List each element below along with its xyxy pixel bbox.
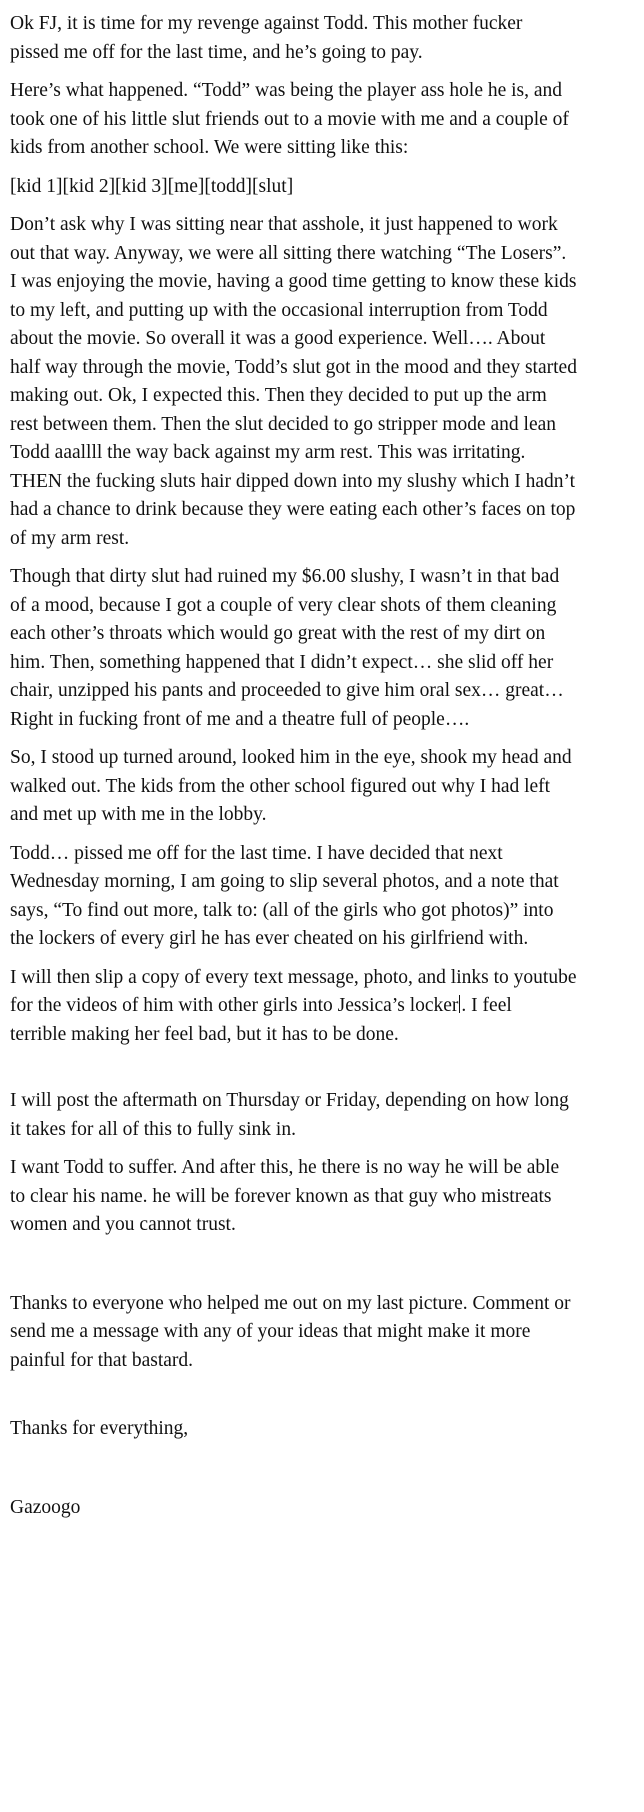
paragraph-plan bbox=[10, 840, 634, 954]
paragraph-aftermath bbox=[10, 1087, 634, 1144]
text-line: half way through the movie, Todd’s slut got in the mood and they started bbox=[10, 356, 577, 378]
text-line: of a mood, because I got a couple of very clear shots of them cleaning bbox=[10, 594, 557, 616]
text-line: Right in fucking front of me and a theatre full of people…. bbox=[10, 708, 470, 730]
paragraph-thanks-closing bbox=[10, 1415, 634, 1444]
paragraph-suffer bbox=[10, 1154, 634, 1240]
text-line: and met up with me in the lobby. bbox=[10, 804, 267, 825]
text-line: walked out. The kids from the other school figured out why I had left bbox=[10, 775, 551, 797]
text-line: Here’s what happened. “Todd” was being the player ass hole he is, and bbox=[10, 80, 563, 101]
text-line: Ok FJ, it is time for my revenge against Todd. This mother fucker bbox=[10, 13, 523, 34]
text-line: to clear his name. he will be forever known as that guy who mistreats bbox=[10, 1185, 552, 1207]
text-line: painful for that bastard. bbox=[10, 1349, 194, 1371]
text-line: about the movie. So overall it was a good experience. Well…. About bbox=[10, 328, 546, 349]
signature bbox=[10, 1494, 634, 1523]
text-segment: . I feel bbox=[461, 995, 512, 1016]
text-line: it takes for all of this to fully sink in. bbox=[10, 1118, 296, 1140]
paragraph-movie bbox=[10, 211, 634, 553]
text-line: chair, unzipped his pants and proceeded to give him oral sex… great… bbox=[10, 680, 564, 701]
text-line: says, “To find out more, talk to: (all of the girls who got photos)” into bbox=[10, 899, 554, 921]
paragraph-jessica bbox=[10, 964, 634, 1050]
text-line: to my left, and putting up with the occasional interruption from Todd bbox=[10, 299, 548, 321]
blank-space bbox=[10, 1454, 634, 1494]
text-line: making out. Ok, I expected this. Then they decided to put up the arm bbox=[10, 385, 547, 406]
blank-space bbox=[10, 1059, 634, 1087]
text-line: Todd… pissed me off for the last time. I have decided that next bbox=[10, 842, 503, 864]
paragraph-seating bbox=[10, 173, 634, 202]
text-line: I will post the aftermath on Thursday or Friday, depending on how long bbox=[10, 1090, 569, 1111]
text-line: the lockers of every girl he has ever cheated on his girlfriend with. bbox=[10, 928, 529, 949]
text-line: him. Then, something happened that I didn’t expect… she slid off her bbox=[10, 651, 554, 673]
signature-name: Gazoogo bbox=[10, 1496, 81, 1518]
paragraph-walked-out bbox=[10, 744, 634, 830]
paragraph-slushy bbox=[10, 563, 634, 734]
text-line: Wednesday morning, I am going to slip several photos, and a note that bbox=[10, 871, 559, 892]
text-line: Thanks for everything, bbox=[10, 1418, 189, 1439]
blank-space bbox=[10, 1250, 634, 1290]
text-line: out that way. Anyway, we were all sitting there watching “The Losers”. bbox=[10, 242, 567, 264]
text-line: rest between them. Then the slut decided to go stripper mode and lean bbox=[10, 413, 557, 435]
text-line: Todd aaallll the way back against my arm rest. This was irritating. bbox=[10, 442, 526, 463]
text-line: Don’t ask why I was sitting near that asshole, it just happened to work bbox=[10, 214, 558, 235]
text-line: I want Todd to suffer. And after this, he there is no way he will be able bbox=[10, 1157, 560, 1178]
text-line: Though that dirty slut had ruined my $6.00 slushy, I wasn’t in that bad bbox=[10, 566, 560, 587]
text-line: had a chance to drink because they were eating each other’s faces on top bbox=[10, 499, 576, 520]
text-line: of my arm rest. bbox=[10, 527, 130, 549]
text-line: pissed me off for the last time, and he’s going to pay. bbox=[10, 41, 423, 63]
text-segment: for the videos of him with other girls into Jessica’s locker bbox=[10, 995, 459, 1016]
paragraph-intro bbox=[10, 10, 634, 67]
text-line: each other’s throats which would go great with the rest of my dirt on bbox=[10, 623, 546, 644]
text-line: I will then slip a copy of every text message, photo, and links to youtube bbox=[10, 966, 577, 988]
text-line: send me a message with any of your ideas that might make it more bbox=[10, 1321, 531, 1342]
text-line: So, I stood up turned around, looked him in the eye, shook my head and bbox=[10, 747, 572, 768]
blank-space bbox=[10, 1385, 634, 1415]
text-line: women and you cannot trust. bbox=[10, 1214, 236, 1235]
text-line bbox=[10, 992, 634, 1021]
text-line: I was enjoying the movie, having a good time getting to know these kids bbox=[10, 271, 577, 292]
text-line: kids from another school. We were sitting like this: bbox=[10, 137, 409, 158]
paragraph-thanks-helpers bbox=[10, 1290, 634, 1376]
text-line: THEN the fucking sluts hair dipped down into my slushy which I hadn’t bbox=[10, 470, 576, 492]
text-line: Thanks to everyone who helped me out on my last picture. Comment or bbox=[10, 1292, 571, 1314]
text-line: [kid 1][kid 2][kid 3][me][todd][slut] bbox=[10, 175, 294, 197]
text-line: took one of his little slut friends out to a movie with me and a couple of bbox=[10, 108, 569, 130]
paragraph-what-happened bbox=[10, 77, 634, 163]
text-line: terrible making her feel bad, but it has to be done. bbox=[10, 1023, 399, 1045]
